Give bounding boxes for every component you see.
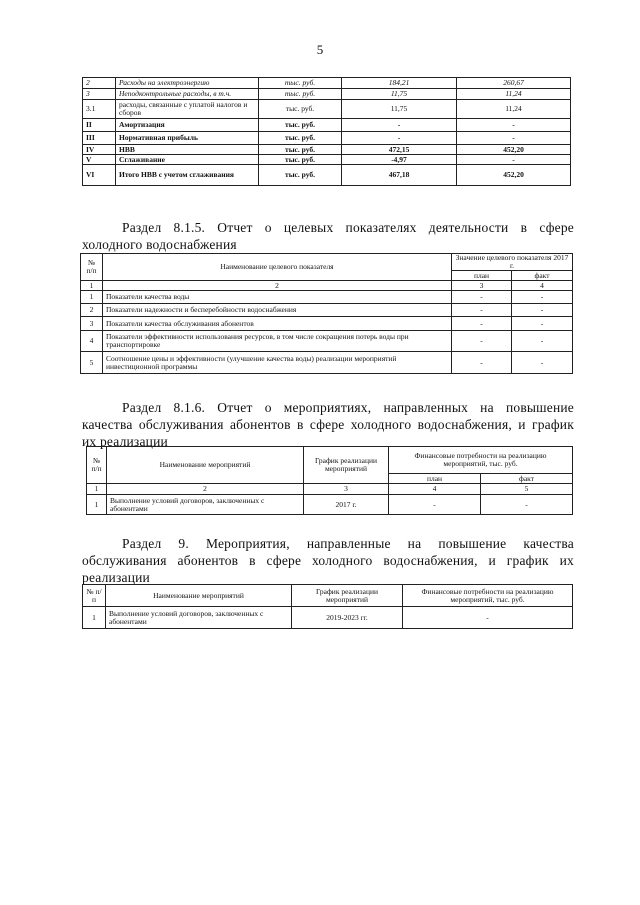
row-num: V — [83, 155, 116, 165]
table-row — [83, 145, 571, 155]
row-name: Амортизация — [116, 119, 259, 132]
row-num: III — [83, 132, 116, 145]
row-unit: тыс. руб. — [259, 145, 342, 155]
row-plan-value: 467,18 — [342, 165, 457, 186]
table-row — [83, 100, 571, 119]
section-9-line3: реализации — [82, 570, 150, 585]
row-plan-value: -4,97 — [342, 155, 457, 165]
section-8-1-5-line2: холодного водоснабжения — [82, 237, 237, 252]
row-indicator-name: Показатели качества обслуживания абонентов — [103, 317, 452, 331]
row-plan-value: - — [342, 119, 457, 132]
table-row — [83, 119, 571, 132]
section-8-1-6-heading — [122, 399, 574, 416]
row-name: Расходы на электроэнергию — [116, 78, 259, 89]
header-plan: план — [389, 474, 481, 484]
header-plan: план — [452, 271, 512, 281]
table-row — [83, 89, 571, 100]
section-8-1-5-heading-cont — [82, 236, 382, 253]
row-num: 3.1 — [83, 100, 116, 119]
row-plan-value: - — [452, 331, 512, 352]
header-num: № п/п — [81, 254, 103, 281]
row-name: расходы, связанные с уплатой налогов и сборов — [116, 100, 259, 119]
section-8-1-6-line3: их реализации — [82, 434, 168, 449]
section-9-heading — [122, 535, 574, 552]
row-fact-value: - — [457, 119, 571, 132]
row-fact-value: - — [512, 304, 573, 317]
header-target-value: Значение целевого показателя 2017 г. — [452, 254, 573, 271]
table-row — [81, 352, 573, 374]
row-fact-value: - — [481, 495, 573, 515]
header-schedule: График реализации мероприятий — [304, 447, 389, 484]
row-unit: тыс. руб. — [259, 119, 342, 132]
table-row — [83, 165, 571, 186]
row-num: 2 — [83, 78, 116, 89]
row-plan-value: - — [452, 304, 512, 317]
row-fact-value: 452,20 — [457, 145, 571, 155]
table-row — [83, 78, 571, 89]
table-row — [83, 132, 571, 145]
section-9-heading-cont — [82, 552, 574, 586]
row-num: 1 — [81, 291, 103, 304]
table-row — [81, 317, 573, 331]
row-num: 4 — [81, 331, 103, 352]
row-indicator-name: Показатели надежности и бесперебойности водоснабжения — [103, 304, 452, 317]
row-schedule: 2017 г. — [304, 495, 389, 515]
row-num: 3 — [83, 89, 116, 100]
row-plan-value: 472,15 — [342, 145, 457, 155]
row-schedule: 2019-2023 гг. — [292, 607, 403, 629]
section-8-1-6-heading-cont — [82, 416, 574, 450]
section-8-1-6-line2: качества обслуживания абонентов в сфере холодного водоснабжения, и график — [82, 417, 574, 432]
row-fact-value: - — [512, 291, 573, 304]
table-row — [83, 607, 573, 629]
row-unit: тыс. руб. — [259, 78, 342, 89]
row-indicator-name: Показатели качества воды — [103, 291, 452, 304]
target-indicators-table — [80, 253, 573, 374]
row-num: 1 — [87, 495, 107, 515]
row-plan-value: 184,21 — [342, 78, 457, 89]
row-measure-name: Выполнение условий договоров, заключенных с абонентами — [106, 607, 292, 629]
section-9-line1: Раздел 9. Мероприятия, направленные на повышение качества — [122, 536, 574, 551]
row-name: НВВ — [116, 145, 259, 155]
row-unit: тыс. руб. — [259, 89, 342, 100]
row-fact-value: - — [512, 352, 573, 374]
measures-2019-2023-table — [82, 584, 573, 629]
row-fact-value: - — [512, 317, 573, 331]
row-plan-value: - — [452, 291, 512, 304]
colnum-4: 4 — [389, 484, 481, 495]
row-unit: тыс. руб. — [259, 100, 342, 119]
section-9-line2: обслуживания абонентов в сфере холодного водоснабжения, и график их — [82, 553, 574, 568]
row-num: II — [83, 119, 116, 132]
colnum-5: 5 — [481, 484, 573, 495]
row-num: 2 — [81, 304, 103, 317]
header-finance: Финансовые потребности на реализацию мероприятий, тыс. руб. — [403, 585, 573, 607]
header-schedule: График реализации мероприятий — [292, 585, 403, 607]
header-num: № п/п — [83, 585, 106, 607]
row-fact-value: 11,24 — [457, 100, 571, 119]
row-num: VI — [83, 165, 116, 186]
row-fact-value: 260,67 — [457, 78, 571, 89]
row-indicator-name: Соотношение цены и эффективности (улучшение качества воды) реализации мероприятий инвестиционной программы — [103, 352, 452, 374]
row-num: IV — [83, 145, 116, 155]
colnum-4: 4 — [512, 281, 573, 291]
table-row — [81, 304, 573, 317]
header-measures-name: Наименование мероприятий — [107, 447, 304, 484]
row-plan-value: - — [342, 132, 457, 145]
table-row — [81, 291, 573, 304]
row-fact-value: - — [457, 155, 571, 165]
row-fact-value: 11,24 — [457, 89, 571, 100]
row-fact-value: 452,20 — [457, 165, 571, 186]
colnum-1: 1 — [81, 281, 103, 291]
row-name: Итого НВВ с учетом сглаживания — [116, 165, 259, 186]
row-plan-value: 11,75 — [342, 100, 457, 119]
row-name: Сглаживание — [116, 155, 259, 165]
section-8-1-5-heading — [122, 219, 574, 236]
table-row — [87, 495, 573, 515]
table-row — [81, 331, 573, 352]
row-fact-value: - — [457, 132, 571, 145]
colnum-1: 1 — [87, 484, 107, 495]
row-name: Нормативная прибыль — [116, 132, 259, 145]
header-finance: Финансовые потребности на реализацию мероприятий, тыс. руб. — [389, 447, 573, 474]
row-num: 5 — [81, 352, 103, 374]
row-name: Неподконтрольные расходы, в т.ч. — [116, 89, 259, 100]
header-fact: факт — [512, 271, 573, 281]
row-finance-value: - — [403, 607, 573, 629]
header-num: № п/п — [87, 447, 107, 484]
row-indicator-name: Показатели эффективности использования ресурсов, в том числе сокращения потерь воды при транспортировке — [103, 331, 452, 352]
row-measure-name: Выполнение условий договоров, заключенных с абонентами — [107, 495, 304, 515]
measures-2017-table — [86, 446, 573, 515]
expenses-table — [82, 77, 571, 186]
colnum-2: 2 — [107, 484, 304, 495]
row-num: 1 — [83, 607, 106, 629]
section-8-1-6-line1: Раздел 8.1.6. Отчет о мероприятиях, направленных на повышение — [122, 400, 574, 415]
row-unit: тыс. руб. — [259, 132, 342, 145]
row-unit: тыс. руб. — [259, 155, 342, 165]
header-fact: факт — [481, 474, 573, 484]
row-plan-value: 11,75 — [342, 89, 457, 100]
header-indicator-name: Наименование целевого показателя — [103, 254, 452, 281]
row-plan-value: - — [452, 352, 512, 374]
header-measures-name: Наименование мероприятий — [106, 585, 292, 607]
page-number: 5 — [316, 42, 324, 57]
row-unit: тыс. руб. — [259, 165, 342, 186]
row-num: 3 — [81, 317, 103, 331]
row-fact-value: - — [512, 331, 573, 352]
colnum-2: 2 — [103, 281, 452, 291]
table-row — [83, 155, 571, 165]
row-plan-value: - — [452, 317, 512, 331]
colnum-3: 3 — [452, 281, 512, 291]
colnum-3: 3 — [304, 484, 389, 495]
row-plan-value: - — [389, 495, 481, 515]
section-8-1-5-line1: Раздел 8.1.5. Отчет о целевых показателях деятельности в сфере — [122, 220, 574, 235]
